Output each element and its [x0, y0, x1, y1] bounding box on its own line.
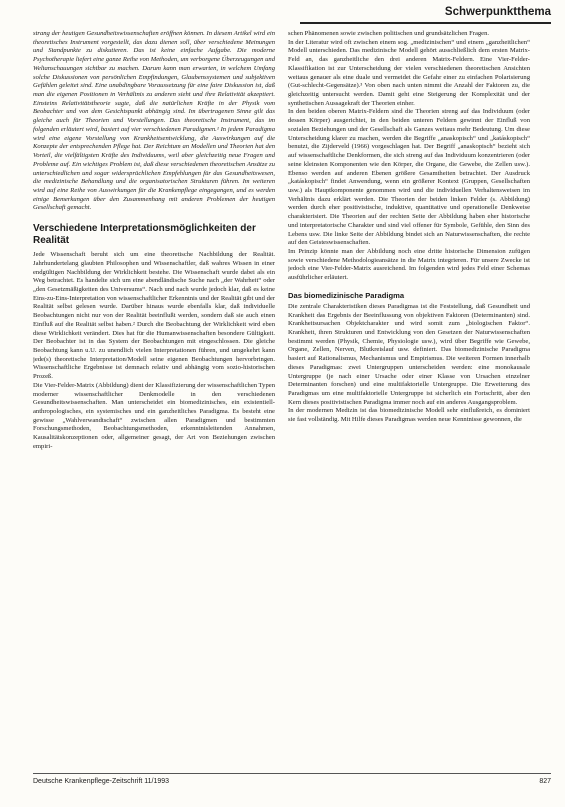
right-paragraph-6: In der modernen Medizin ist das biomedizinische Modell sehr einflußreich, es dominiert sie fast vollständig. Mit Hilfe dieses Paradigmas werden neue Kenntnisse gewonnen, die — [288, 407, 530, 424]
body-paragraph-1: Jede Wissenschaft beruht sich um eine theoretische Nachbildung der Realität. Jahrhundertelang glaubten Philosophen und Wissenschaftler, daß wahres Wissen in einer endgültigen Nachbildung der Wirklichkeit bestehe. Die Wissenschaft wurde dabei als ein Weg betrachtet. Es handelte sich um eine abendländische Suche nach „der Wahrheit“ oder „den Gesetzmäßigkeiten des Universums“. Nach und nach wurde jedoch klar, daß es keine Eins-zu-Eins-Interpretation von wissenschaftlicher Erkenntnis und der Realität gibt und der Realität selbst gelesen wurde. Darüber hinaus wurde ebenfalls klar, daß individuelle Beobachtungen nicht nur von der Realität beeinflußt werden, sondern daß sie auch einen Einfluß auf die Realität selbst haben.² Durch die Beobachtung der Wirklichkeit wird eben diese Wirklichkeit verändert. Dies hat für die Humanwissenschaften besondere Gültigkeit. Der Beobachter ist in das System der Beobachtungen mit eingeschlossen. Die gleiche Beobachtung kann u.U. zu unendlich vielen Interpretationen führen, und umgekehrt kann jede(s) theoretische Interpretation/Modell seine eigenen Beobachtungen hervorbringen. Wissenschaftliche Ergebnisse ist demnach relativ und abhängig vom sozio-historischen Prozeß. — [33, 251, 275, 381]
body-paragraph-2: Die Vier-Felder-Matrix (Abbildung) dient der Klassifizierung der wissenschaftlichen Typen moderner wissenschaftlicher Denkmodelle in den verschiedenen Gesundheitswissenschaften. Man unterscheidet ein biomedizinisches, ein existentiell-anthropologisches, ein systemisches und ein ganzheitliches Paradigma. Es besteht eine gewisse „Wahlverwandtschaft“ zwischen allen Paradigmen und bestimmten Forschungsmethoden, Beobachtungsmethoden, erkenntnisleitenden Annahmen, Kausalitätskonzeptionen oder, allgemeiner gesagt, der Art von Beziehungen zwischen empiri- — [33, 381, 275, 450]
footer-rule — [33, 773, 551, 774]
right-paragraph-3: In den beiden oberen Matrix-Feldern sind die Theorien streng auf das Individuum (oder dessen Körper) ausgerichtet, in den beiden unteren Feldern gewinnt der Einfluß von sozialen Beziehungen und der Gesellschaft als Ganzes weitaus mehr Bedeutung. Um diese Unterscheidung klarer zu machen, werden die Begriffe „anaskopisch“ und „katáskopisch“ benutzt, die Zijderveld (1966) vorgeschlagen hat. Der Begriff „anaskopisch“ bezieht sich auf wissenschaftliche Denkformen, die sich streng auf das Individuum konzentrieren (oder seine kleinsten Komponenten wie den Körper, die Organe, die Gewebe, die Zellen usw.). Ebenso werden auf anderen Ebenen größere Gesamtheiten betrachtet. Der Ausdruck „katáskopisch“ findet Anwendung, wenn ein größerer Kontext (Gruppen, Gesellschaften usw.) als Hauptkomponente genommen wird und die individuellen Verhaltensweisen im Verhältnis dazu erklärt werden. Die Theorien der beiden linken Felder (s. Abbildung) werden durch eher positivistische, induktive, quantitative und operationelle Denkweise charakterisiert. Die Theorien auf der rechten Seite der Abbildung haben eher historische und interpretatorische Charakter und sind viel offener für Symbole, Gefühle, den Sinn des Lebens usw. Die linke Seite der Abbildung bindet sich an Naturwissenschaften, die rechte auf den Geisteswissenschaften. — [288, 108, 530, 247]
right-paragraph-4: Im Prinzip könnte man der Abbildung noch eine dritte historische Dimension zufügen sowie verschiedene Methodologieansätze in die Matrix integrieren. Für unsere Zwecke ist jedoch eine Vier-Felder-Matrix ausreichend. Im folgenden wird jedes Feld einer Schemas ausführlicher erläutert. — [288, 247, 530, 282]
journal-footer: Deutsche Krankenpflege-Zeitschrift 11/1993 — [33, 778, 170, 785]
right-paragraph-1: schen Phänomenen sowie zwischen politischen und grundsätzlichen Fragen. — [288, 30, 490, 37]
page-number: 827 — [539, 778, 551, 785]
section-heading-realitaet: Verschiedene Interpretationsmöglichkeiten der Realität — [33, 223, 256, 246]
header-rule — [300, 22, 551, 24]
right-paragraph-5: Die zentrale Charakteristiken dieses Paradigmas ist die Feststellung, daß Gesundheit und Krankheit das Ergebnis der Beeinflussung von objektiven Faktoren (Determinanten) sind. Krankheitsursachen Objektcharakter und wird somit zum „biologischen Faktor“. Krankheit, ihren Strukturen und Entwicklung von den Gesetzen der Naturwissenschaften bestimmt werden (Physik, Chemie, Physiologie usw.), wird über Begriffe wie Gewebe, Organe, Zellen, Nerven, Blutkreislauf usw. definiert. Das biomedizinische Paradigma basiert auf Rationalismus, Mechanismus und Empirismus. Die weiteren Formen innerhalb dieses Paradigmas: zwei Untergruppen unterscheiden werden: eine monokausale Untergruppe (je nach einer Ursache oder einer Klasse von Ursachen einzelner Determinanten forschen) und eine multifaktorielle Untergruppe. Die Erweiterung des Paradigmas um eine multifaktorielle Untergruppe ist sicherlich ein Fortschritt, aber den Kern dieses positivistischen Paradigma immer noch auf ein anderes Ausgangsproblem. — [288, 302, 530, 406]
intro-paragraph: strang der heutigen Gesundheitswissenschaften eröffnen können. In diesem Artikel wird ein theoretisches Instrument vorgestellt, das dazu dienen soll, über verschiedene Meinungen und Standpunkte zu diskutieren. Das ist keine einfache Aufgabe. Die moderne Psychotherapie liefert eine ganze Reihe von Methoden, um verborgene Überzeugungen und Weltanschauungen sichtbar zu machen. Darum kann man erwarten, in welchem Umfang solche Diskussionen von persönlichen Empfindungen, Glaubenssystemen und subjektiven Gefühlen geleitet sind. Eine unabdingbare Voraussetzung für eine faire Diskussion ist, daß man die eigenen Positionen in Verhältnis zu anderen sieht und ihre Relativität akzeptiert. Einsteins Relativitätstheorie sagte, daß die natürlichen Kräfte in der Physik vom Beobachter und von dem Gesichtspunkt abhängig sind. Im übertragenen Sinne gilt das gleiche auch für Theorien und Vorstellungen. Das theoretische Instrument, das im folgenden erläutert wird, basiert auf vier verschiedenen Paradigmen.¹ In jedem Paradigma wird eine eigene Vorstellung von Krankheitsentwicklung, die Auswirkungen auf die Konzepte der entsprechenden Pflege hat. Der Reichtum an Modellen und Theorien hat den Vorteil, die vielfältigsten Kräfte des Individuums, weil aber gleichzeitig neue Fragen und Probleme auf. Ein wichtiges Problem ist, daß diese verschiedenen theoretischen Ansätze zu unterschiedlichen und sogar widersprüchlichen Empfehlungen für das Gesundheitswesen, die medizinische Behandlung und die organisatorischen Strukturen führen. Im weiteren wird auf eine Reihe von Auswirkungen für die Krankenpflege eingegangen, und es werden einige Bemerkungen über den Zusammenhang mit anderen Problemen der heutigen Gesellschaft gemacht. — [33, 30, 275, 212]
right-column — [288, 30, 530, 765]
section-header: Schwerpunktthema — [444, 6, 551, 18]
subheading-biomedizin: Das biomedizinische Paradigma — [288, 290, 405, 300]
left-column — [33, 30, 275, 765]
right-paragraph-2: In der Literatur wird oft zwischen einem sog. „medizinischen“ und einem „ganzheitlichen“ Modell unterschieden. Das medizinische Modell gehört ausschließlich dem ersten Matrix-Feld an, das ganzheitliche den drei anderen Matrix-Feldern. Eine Vier-Felder-Klassifikation ist zur Unterscheidung der vielen verschiedenen theoretischen Ansichten weitaus genauer als eine duale und vermeidet die Gefahr einer zu einfachen Polarisierung (Gut-schlecht-Gegensätze).³ Von oben nach unten nimmt die Anzahl der Faktoren zu, die gleichzeitig untersucht werden. Damit geht eine Steigerung der Komplexität und der synthetischen Aussagekraft der Theorien einher. — [288, 38, 530, 107]
